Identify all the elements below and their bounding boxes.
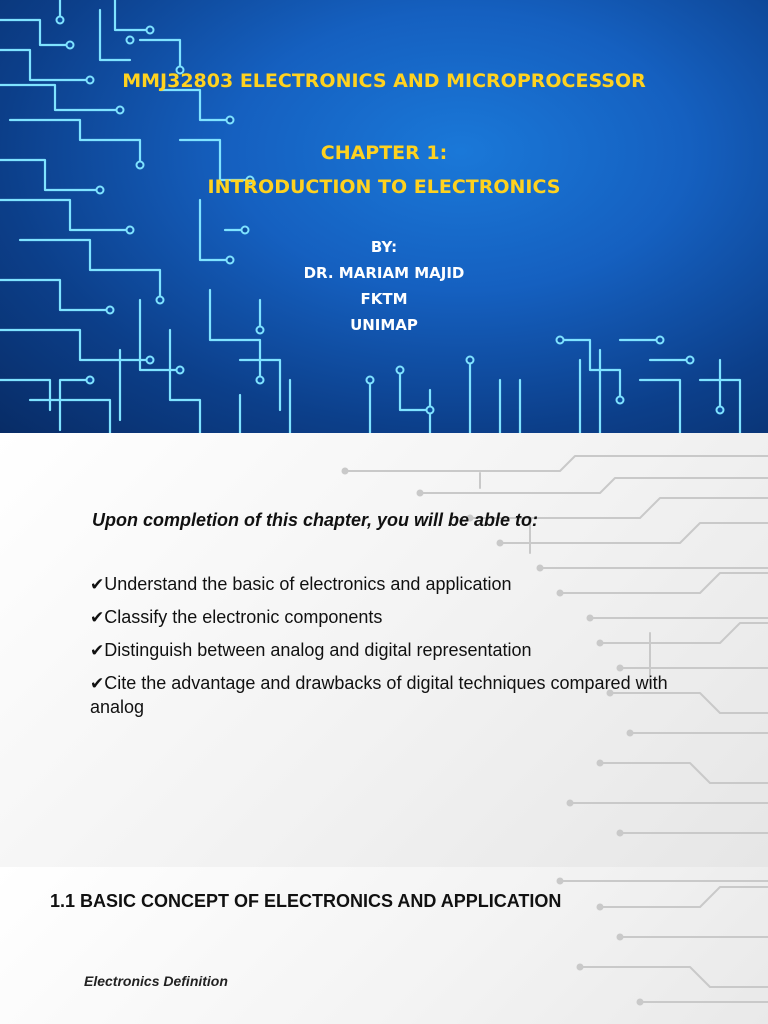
section-slide [0,867,768,1024]
checkmark-icon: ✔ [90,674,105,694]
chapter-title: INTRODUCTION TO ELECTRONICS [207,176,561,198]
university-name: UNIMAP [350,316,418,334]
author-name: DR. MARIAM MAJID [303,264,465,282]
chapter-number: CHAPTER 1: [320,142,448,164]
list-item: ✔Distinguish between analog and digital representation [90,640,532,661]
faculty-name: FKTM [360,290,408,308]
course-title: MMJ32803 ELECTRONICS AND MICROPROCESSOR [122,70,646,92]
objectives-slide [0,433,768,867]
title-slide [0,0,768,433]
checkmark-icon: ✔ [90,641,105,661]
checkmark-icon: ✔ [90,608,105,628]
section-title: 1.1 BASIC CONCEPT OF ELECTRONICS AND APPLICATION [50,891,562,911]
list-item: ✔Cite the advantage and drawbacks of digital techniques compared with analog [90,673,668,717]
objectives-heading: Upon completion of this chapter, you will be able to: [92,510,539,530]
circuit-board-pattern [0,0,768,433]
objectives-list [90,573,710,728]
checkmark-icon: ✔ [90,575,105,595]
subsection-title: Electronics Definition [84,973,228,989]
list-item: ✔Classify the electronic components [90,607,383,628]
list-item: ✔Understand the basic of electronics and application [90,574,512,595]
by-label: BY: [370,238,398,256]
